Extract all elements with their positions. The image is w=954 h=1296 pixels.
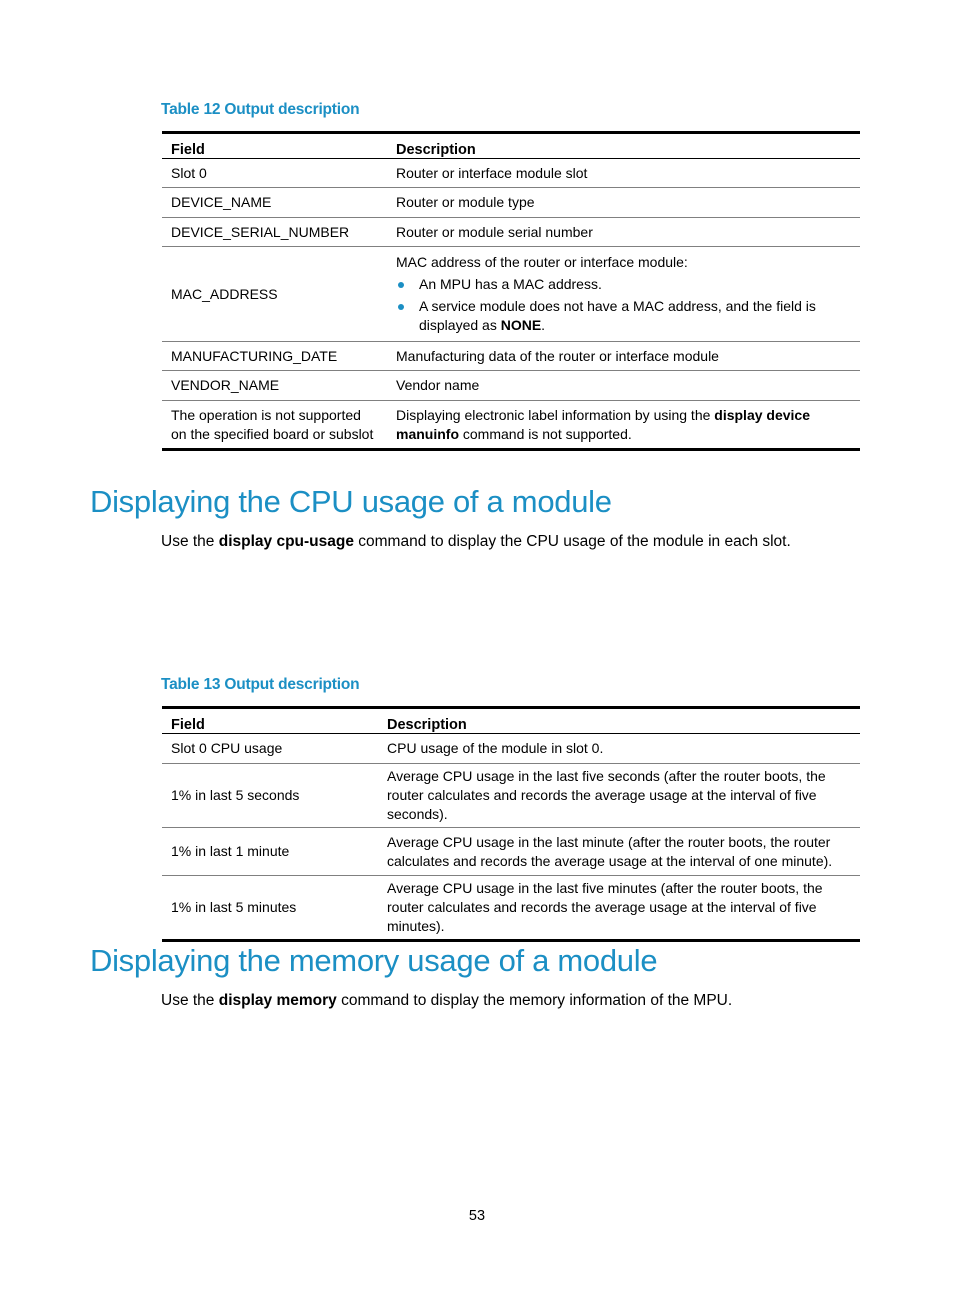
bullet-text: A service module does not have a MAC address, and the field is displayed as xyxy=(419,298,816,333)
table-12-caption: Table 12 Output description xyxy=(161,101,360,118)
description-text: Displaying electronic label information by using the xyxy=(396,406,715,423)
section-heading-memory: Displaying the memory usage of a module xyxy=(90,943,658,978)
table-12 xyxy=(162,131,860,451)
section-paragraph-cpu xyxy=(161,533,791,551)
header-field: Field xyxy=(162,133,387,159)
description-cell: Average CPU usage in the last minute (after the router boots, the router calculates and records the average usage at the interval of one minute). xyxy=(378,828,860,876)
section-paragraph-memory xyxy=(161,992,732,1010)
table-header xyxy=(162,708,860,734)
table-row xyxy=(162,734,860,764)
page-number: 53 xyxy=(468,1208,486,1224)
field-cell: DEVICE_SERIAL_NUMBER xyxy=(162,218,387,247)
table-13 xyxy=(162,706,860,942)
header-description: Description xyxy=(378,708,860,734)
section-heading-cpu: Displaying the CPU usage of a module xyxy=(90,484,612,519)
command-name: display cpu-usage xyxy=(218,533,354,550)
table-row xyxy=(162,188,860,218)
table-row xyxy=(162,218,860,247)
table-row xyxy=(162,876,860,941)
description-cell: Average CPU usage in the last five minutes (after the router boots, the router calculates and records the average usage at the interval of five minutes). xyxy=(378,876,860,941)
table-row xyxy=(162,159,860,188)
field-cell: MAC_ADDRESS xyxy=(162,247,387,342)
field-cell: 1% in last 5 seconds xyxy=(162,764,378,828)
para-text-end: command to display the memory information of the MPU. xyxy=(336,992,733,1009)
para-text-end: command to display the CPU usage of the module in each slot. xyxy=(353,533,791,550)
description-cell xyxy=(387,247,860,342)
field-cell: DEVICE_NAME xyxy=(162,188,387,218)
bullet-list xyxy=(396,275,852,335)
table-header xyxy=(162,133,860,159)
description-cell xyxy=(387,401,860,450)
table-13-caption: Table 13 Output description xyxy=(161,676,360,693)
field-cell: Slot 0 CPU usage xyxy=(171,740,283,756)
description-cell: CPU usage of the module in slot 0. xyxy=(387,740,604,756)
description-cell: Router or module type xyxy=(387,188,860,218)
bullet-text: An MPU has a MAC address. xyxy=(419,276,602,292)
table-row xyxy=(162,247,860,342)
command-name: display device manuinfo xyxy=(396,406,810,442)
description-intro: MAC address of the router or interface module: xyxy=(396,254,688,270)
table-row xyxy=(162,342,860,371)
table-row xyxy=(162,828,860,876)
table-row xyxy=(162,371,860,401)
field-cell: VENDOR_NAME xyxy=(162,371,387,401)
field-cell: Slot 0 xyxy=(171,164,207,181)
para-text: Use the xyxy=(161,533,219,550)
table-row xyxy=(162,764,860,828)
bullet-item xyxy=(396,275,852,294)
description-cell: Manufacturing data of the router or interface module xyxy=(387,342,860,371)
field-cell: 1% in last 1 minute xyxy=(162,828,378,876)
bullet-text-end: . xyxy=(541,317,546,333)
description-text-end: command is not supported. xyxy=(459,425,632,442)
header-field: Field xyxy=(162,708,378,734)
description-cell: Router or module serial number xyxy=(387,218,860,247)
command-name: display memory xyxy=(218,992,337,1009)
table-row xyxy=(162,401,860,450)
field-cell: The operation is not supported on the specified board or subslot xyxy=(162,401,387,450)
description-cell: Router or interface module slot xyxy=(396,164,588,181)
bullet-bold-value: NONE xyxy=(500,317,542,333)
field-cell: MANUFACTURING_DATE xyxy=(162,342,387,371)
description-cell: Vendor name xyxy=(387,371,860,401)
bullet-item xyxy=(396,297,852,335)
header-description: Description xyxy=(387,133,860,159)
description-cell: Average CPU usage in the last five seconds (after the router boots, the router calculates and records the average usage at the interval of five seconds). xyxy=(378,764,860,828)
field-cell: 1% in last 5 minutes xyxy=(162,876,378,941)
para-text: Use the xyxy=(161,992,219,1009)
